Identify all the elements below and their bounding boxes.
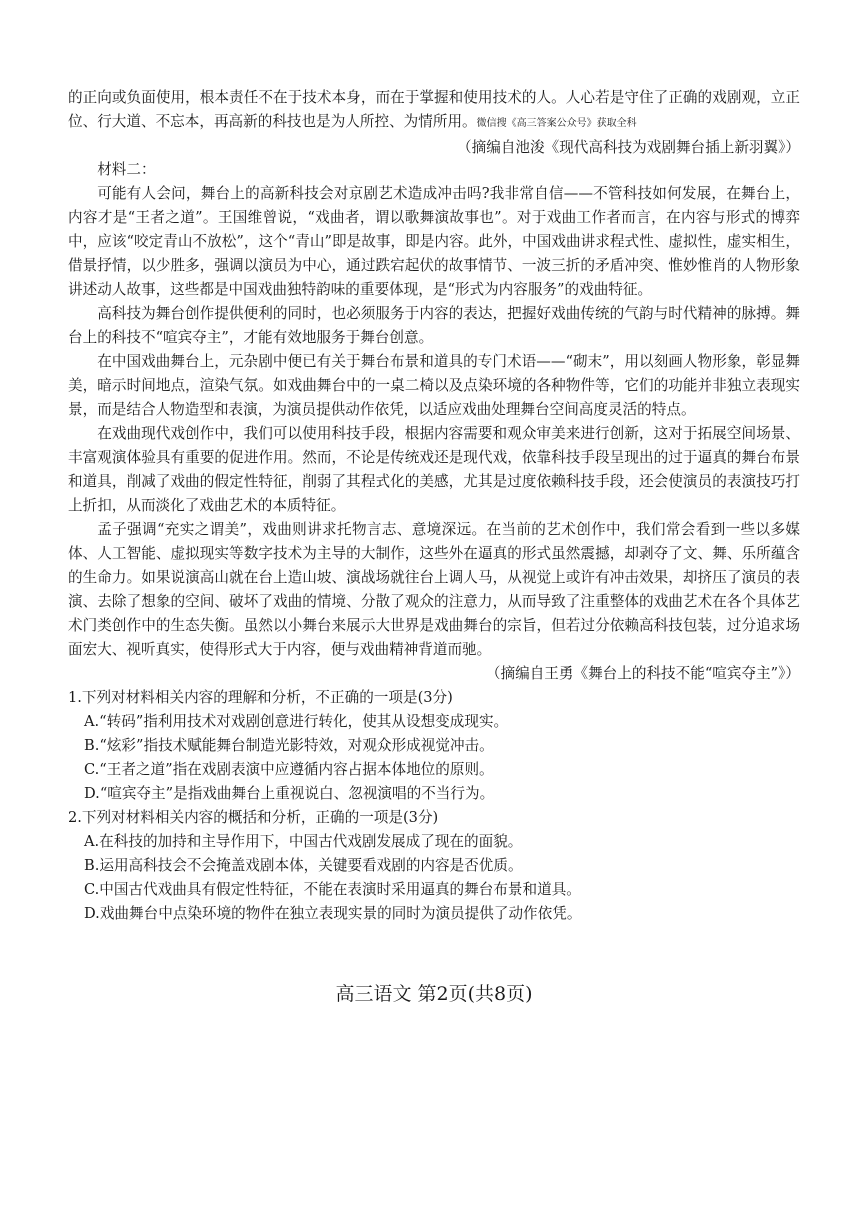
question-option: A.“转码”指利用技术对戏剧创意进行转化，使其从设想变成现实。 [84, 713, 509, 730]
question-option: C.中国古代戏曲具有假定性特征，不能在表演时采用逼真的舞台布景和道具。 [84, 881, 581, 898]
paragraph: 高科技为舞台创作提供便利的同时，也必须服务于内容的表达，把握好戏曲传统的气韵与时代精神的脉搏。舞台上的科技不“喧宾夺主”，才能有效地服务于舞台创意。 [68, 305, 800, 346]
source-citation-2: （摘编自王勇《舞台上的科技不能“喧宾夺主”》） [485, 665, 800, 682]
question-1 [68, 686, 800, 806]
question-option: D.戏曲舞台中点染环境的物件在独立表现实景的同时为演员提供了动作依凭。 [84, 905, 582, 922]
watermark-note: 微信搜《高三答案公众号》获取全科 [476, 118, 637, 129]
material-two-label: 材料二： [97, 161, 156, 178]
page-footer: 高三语文 第2页(共8页) [335, 983, 533, 1005]
question-option: D.“喧宾夺主”是指戏曲舞台上重视说白、忽视演唱的不当行为。 [84, 785, 495, 802]
question-option: B.运用高科技会不会掩盖戏剧本体，关键要看戏剧的内容是否优质。 [84, 857, 523, 874]
source-citation-1: （摘编自池浚《现代高科技为戏剧舞台插上新羽翼》） [457, 139, 800, 156]
material-two [68, 158, 800, 926]
question-stem: 1.下列对材料相关内容的理解和分析，不正确的一项是(3分) [68, 689, 453, 706]
paragraph: 在戏曲现代戏创作中，我们可以使用科技手段，根据内容需要和观众审美来进行创新，这对于拓展空间场景、丰富观演体验具有重要的促进作用。然而，不论是传统戏还是现代戏，依靠科技手段呈现出的过于逼真的舞台布景和道具，削减了戏曲的假定性特征，削弱了其程式化的美感，尤其是过度依赖科技手段，还会使演员的表演技巧打上折扣，从而淡化了戏曲艺术的本质特征。 [68, 425, 800, 514]
question-option: A.在科技的加持和主导作用下，中国古代戏剧发展成了现在的面貌。 [84, 833, 523, 850]
question-stem: 2.下列对材料相关内容的概括和分析，正确的一项是(3分) [68, 809, 439, 826]
question-option: B.“炫彩”指技术赋能舞台制造光影特效，对观众形成视觉冲击。 [84, 737, 494, 754]
paragraph: 可能有人会问，舞台上的高新科技会对京剧艺术造成冲击吗?我非常自信——不管科技如何发展，在舞台上，内容才是“王者之道”。王国维曾说，“戏曲者，谓以歌舞演故事也”。对于戏曲工作者而言，在内容与形式的博弈中，应该“咬定青山不放松”，这个“青山”即是故事，即是内容。此外，中国戏曲讲求程式性、虚拟性，虚实相生，借景抒情，以少胜多，强调以演员为中心，通过跌宕起伏的故事情节、一波三折的矛盾冲突、惟妙惟肖的人物形象讲述动人故事，这些都是中国戏曲独特韵味的重要体现，是“形式为内容服务”的戏曲特征。 [68, 185, 800, 298]
continued-paragraph-text: 的正向或负面使用，根本责任不在于技术本身，而在于掌握和使用技术的人。人心若是守住了正确的戏剧观，立正位、行大道、不忘本，再高新的科技也是为人所控、为情所用。微信搜《高三答案公众号》获取全科 [68, 89, 800, 130]
question-option: C.“王者之道”指在戏剧表演中应遵循内容占据本体地位的原则。 [84, 761, 494, 778]
paragraph: 孟子强调“充实之谓美”，戏曲则讲求托物言志、意境深远。在当前的艺术创作中，我们常会看到一些以多媒体、人工智能、虚拟现实等数字技术为主导的大制作，这些外在逼真的形式虽然震撼，却剥夺了文、舞、乐所蕴含的生命力。如果说演高山就在台上造山坡、演战场就往台上调人马，从视觉上或许有冲击效果，却挤压了演员的表演、去除了想象的空间、破坏了戏曲的情境、分散了观众的注意力，从而导致了注重整体的戏曲艺术在各个具体艺术门类创作中的生态失衡。虽然以小舞台来展示大世界是戏曲舞台的宗旨，但若过分依赖高科技包装，过分追求场面宏大、视听真实，使得形式大于内容，便与戏曲精神背道而驰。 [68, 521, 800, 658]
paragraph: 在中国戏曲舞台上，元杂剧中便已有关于舞台布景和道具的专门术语——“砌末”，用以刻画人物形象，彰显舞美，暗示时间地点，渲染气氛。如戏曲舞台中的一桌二椅以及点染环境的各种物件等，它们的功能并非独立表现实景，而是结合人物造型和表演，为演员提供动作依凭，以适应戏曲处理舞台空间高度灵活的特点。 [68, 353, 800, 418]
question-2 [68, 806, 800, 926]
continued-paragraph [68, 86, 800, 160]
